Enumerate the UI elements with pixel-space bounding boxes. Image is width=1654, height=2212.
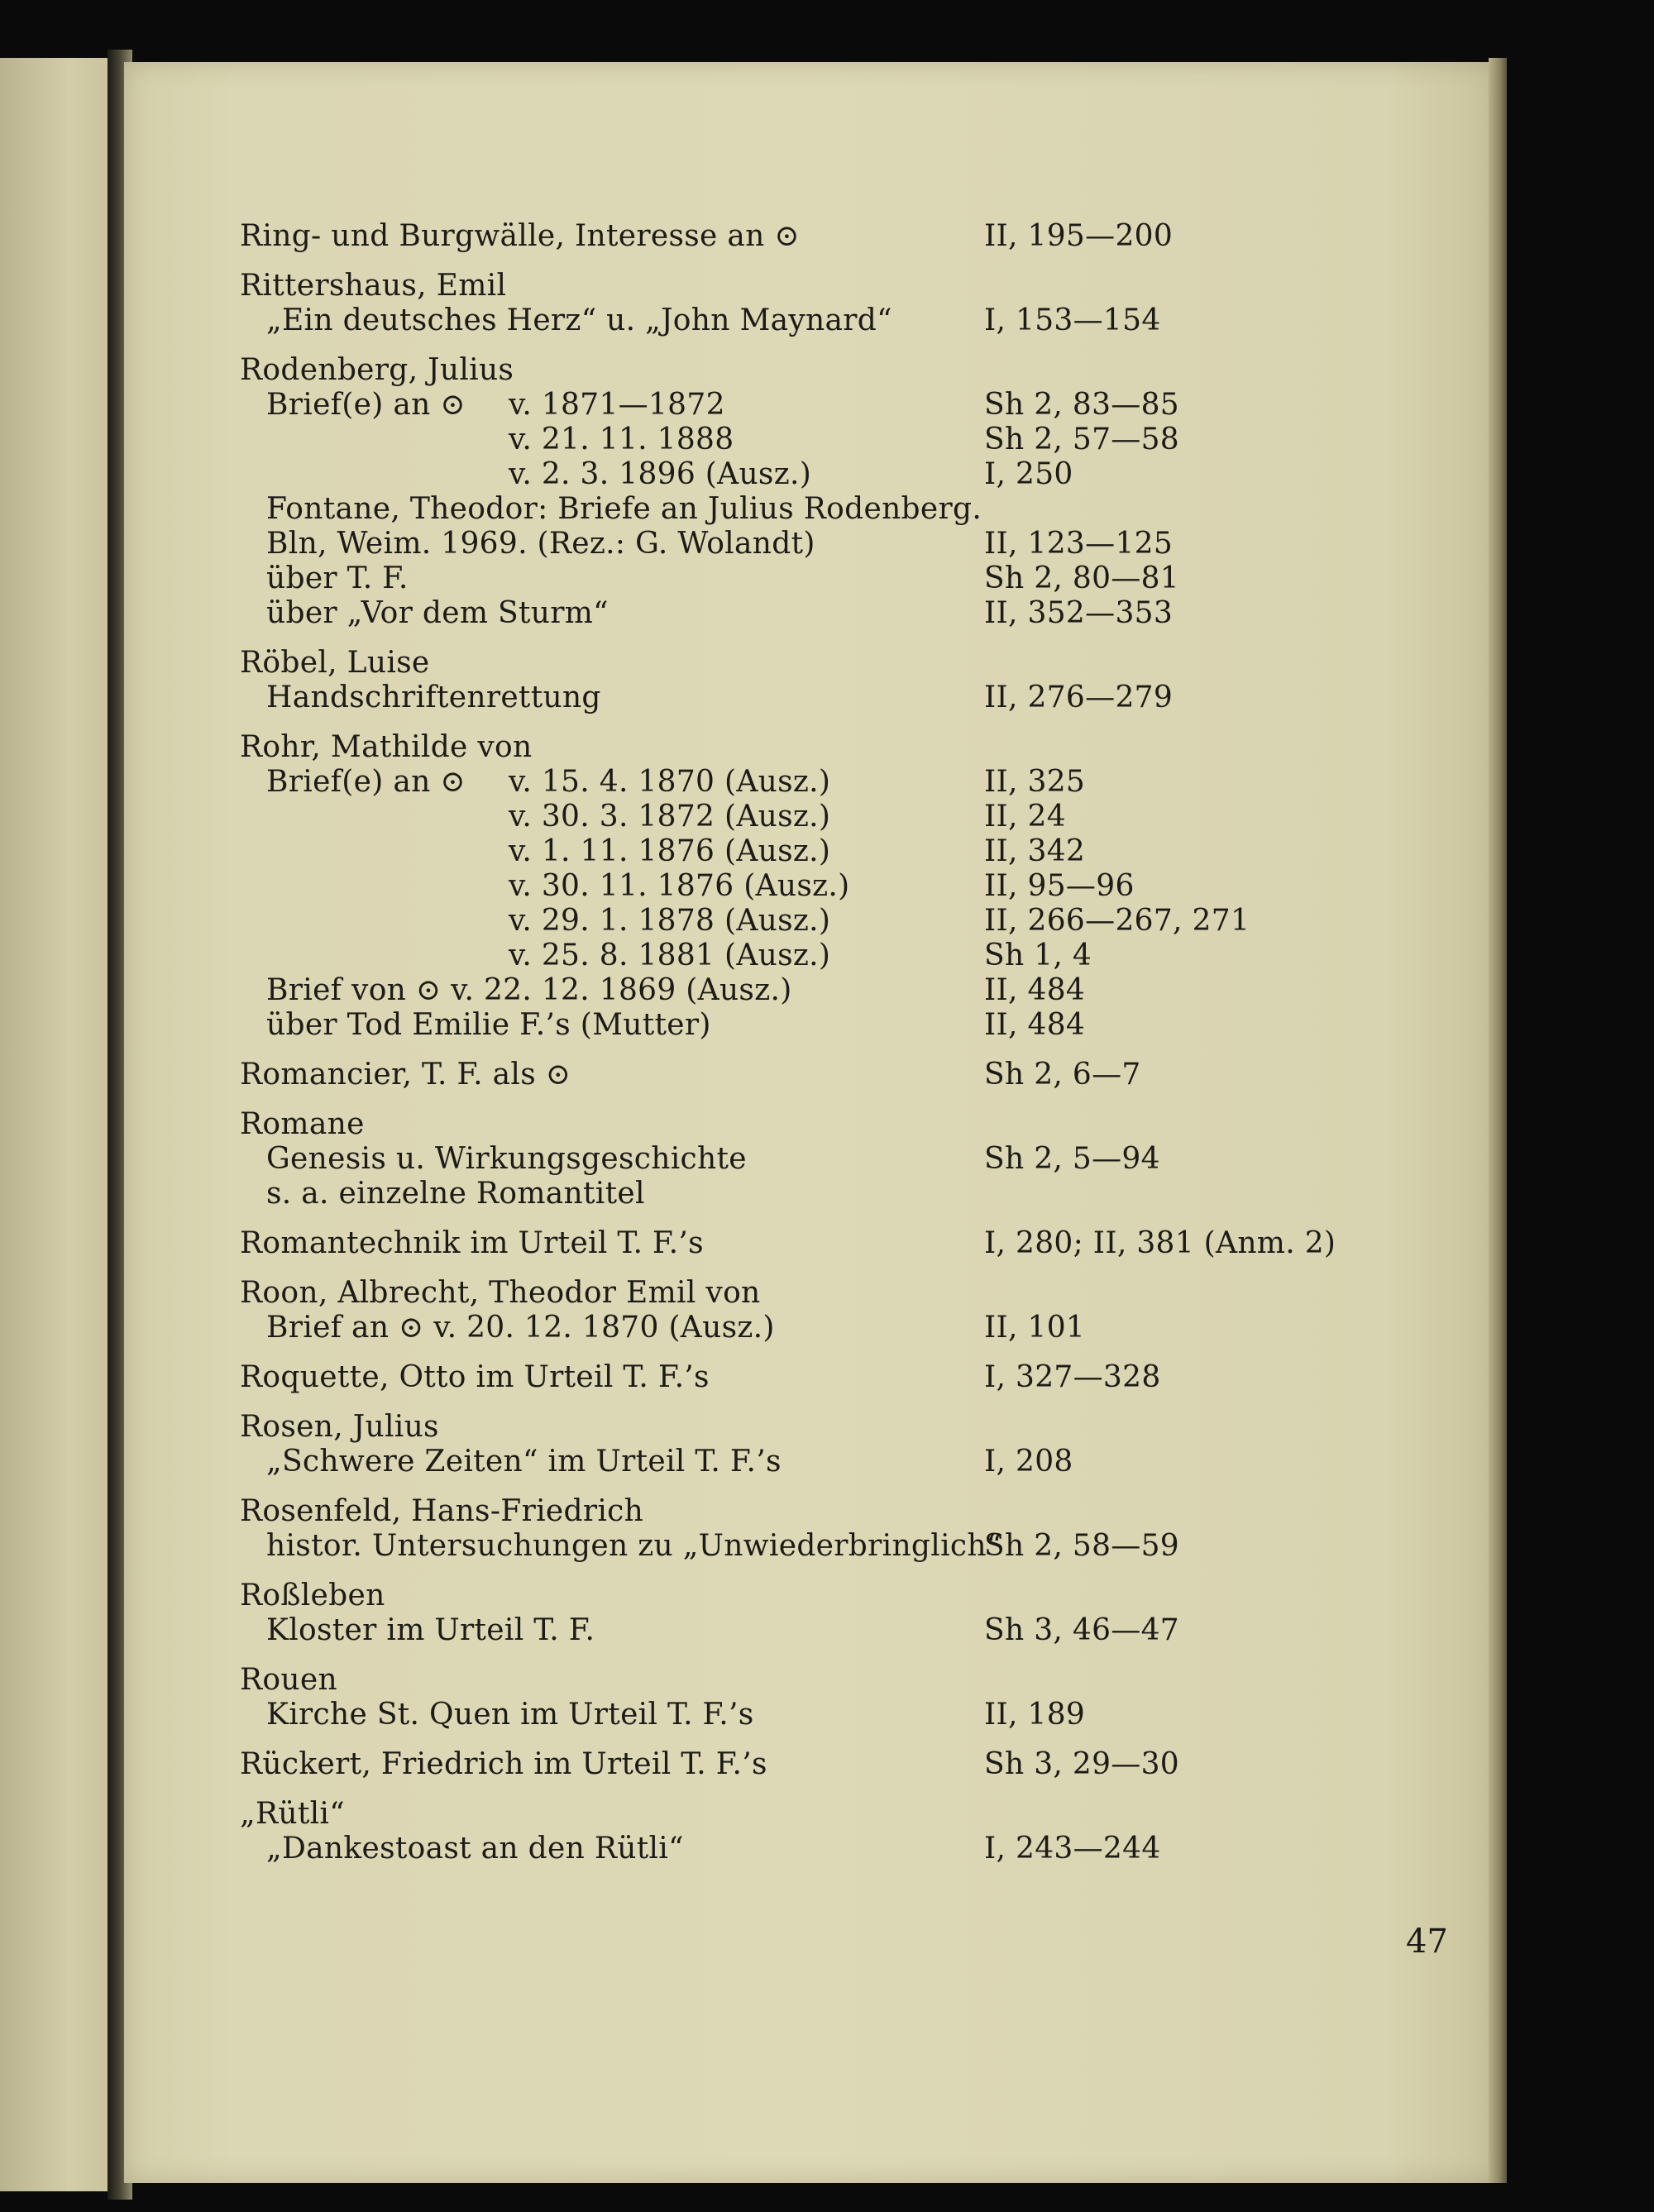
index-line	[240, 973, 1447, 1008]
page-reference: II, 342	[984, 834, 1086, 868]
page-reference: Sh 3, 46—47	[984, 1613, 1179, 1647]
subentry-text: Kloster im Urteil T. F.	[266, 1613, 595, 1647]
subentry-text: s. a. einzelne Romantitel	[266, 1177, 645, 1211]
page-reference: II, 195—200	[984, 219, 1174, 253]
entry-heading: Roßleben	[240, 1579, 385, 1612]
index-entry	[240, 730, 1447, 1043]
index-line	[240, 681, 1447, 715]
subentry-text: über „Vor dem Sturm“	[266, 596, 609, 630]
page-reference: II, 95—96	[984, 869, 1135, 903]
index-line	[240, 1494, 1447, 1529]
entry-heading: Rohr, Mathilde von	[240, 730, 533, 764]
entry-heading: Romane	[240, 1107, 365, 1141]
index-line	[240, 1058, 1447, 1092]
index-entry	[240, 1410, 1447, 1479]
page-reference: Sh 2, 57—58	[984, 423, 1179, 456]
index-line	[240, 646, 1447, 681]
index-line	[240, 596, 1447, 631]
letter-date: v. 15. 4. 1870 (Ausz.)	[509, 765, 831, 799]
letter-date: v. 2. 3. 1896 (Ausz.)	[509, 457, 812, 491]
index-line	[240, 765, 1447, 800]
index-entry	[240, 1107, 1447, 1211]
index-line	[240, 527, 1447, 561]
index-line	[240, 1311, 1447, 1345]
index-line	[240, 1797, 1447, 1832]
page-reference: II, 101	[984, 1311, 1086, 1345]
entry-heading: Rodenberg, Julius	[240, 353, 514, 387]
entry-heading: Rosen, Julius	[240, 1410, 439, 1444]
subentry-text: „Schwere Zeiten“ im Urteil T. F.’s	[266, 1445, 782, 1479]
subentry-text: Fontane, Theodor: Briefe an Julius Rodenberg.	[266, 492, 982, 526]
index-entry	[240, 1058, 1447, 1092]
subentry-text: histor. Untersuchungen zu „Unwiederbringlich“	[266, 1529, 1002, 1563]
book-page	[124, 62, 1497, 2183]
index-entry	[240, 1494, 1447, 1564]
index-line	[240, 423, 1447, 457]
index-line	[240, 492, 1447, 527]
subentry-text: Kirche St. Quen im Urteil T. F.’s	[266, 1698, 754, 1732]
subentry-text: über Tod Emilie F.’s (Mutter)	[266, 1008, 711, 1042]
index-entry	[240, 646, 1447, 715]
page-reference: Sh 2, 80—81	[984, 561, 1179, 595]
index-line	[240, 457, 1447, 492]
index-line	[240, 1177, 1447, 1211]
index-line	[240, 904, 1447, 939]
page-reference: II, 484	[984, 1008, 1086, 1042]
entry-heading: Rückert, Friedrich im Urteil T. F.’s	[240, 1747, 767, 1781]
subentry-text: Brief(e) an ⊙	[266, 388, 466, 422]
page-reference: Sh 2, 5—94	[984, 1142, 1160, 1176]
page-reference: Sh 2, 6—7	[984, 1058, 1141, 1092]
letter-date: v. 30. 3. 1872 (Ausz.)	[509, 800, 831, 834]
subentry-text: Genesis u. Wirkungsgeschichte	[266, 1142, 747, 1176]
entry-heading: Röbel, Luise	[240, 646, 430, 680]
index-entry	[240, 353, 1447, 631]
index-line	[240, 388, 1447, 423]
index-line	[240, 1107, 1447, 1142]
subentry-text: „Ein deutsches Herz“ u. „John Maynard“	[266, 303, 892, 337]
subentry-text: über T. F.	[266, 561, 409, 595]
page-reference: I, 327—328	[984, 1360, 1161, 1394]
index-line	[240, 1226, 1447, 1261]
entry-heading: Romantechnik im Urteil T. F.’s	[240, 1226, 704, 1260]
subentry-text: Handschriftenrettung	[266, 681, 601, 714]
index-line	[240, 1613, 1447, 1648]
entry-heading: Romancier, T. F. als ⊙	[240, 1058, 571, 1092]
index-line	[240, 1142, 1447, 1177]
subentry-text: Brief(e) an ⊙	[266, 765, 466, 799]
index-line	[240, 1747, 1447, 1782]
index-line	[240, 303, 1447, 338]
letter-date: v. 1871—1872	[509, 388, 725, 422]
index-line	[240, 730, 1447, 765]
index-entry	[240, 1579, 1447, 1648]
entry-heading: Rouen	[240, 1663, 337, 1697]
index-entry	[240, 1797, 1447, 1866]
subentry-text: Brief an ⊙ v. 20. 12. 1870 (Ausz.)	[266, 1311, 775, 1345]
index-entry	[240, 1747, 1447, 1782]
subentry-text: Bln, Weim. 1969. (Rez.: G. Wolandt)	[266, 527, 815, 561]
page-number: 47	[1406, 1923, 1448, 1961]
index-line	[240, 1360, 1447, 1395]
page-reference: II, 189	[984, 1698, 1086, 1732]
page-reference: I, 280; II, 381 (Anm. 2)	[984, 1226, 1336, 1260]
letter-date: v. 25. 8. 1881 (Ausz.)	[509, 939, 831, 972]
index-line	[240, 1832, 1447, 1866]
index-line	[240, 1529, 1447, 1564]
index-line	[240, 1008, 1447, 1043]
index-entry	[240, 1276, 1447, 1345]
index-line	[240, 800, 1447, 834]
entry-heading: Ring- und Burgwälle, Interesse an ⊙	[240, 219, 800, 253]
entry-heading: „Rütli“	[240, 1797, 345, 1831]
entry-heading: Roquette, Otto im Urteil T. F.’s	[240, 1360, 710, 1394]
page-reference: I, 250	[984, 457, 1073, 491]
index-line	[240, 269, 1447, 303]
index-entry	[240, 269, 1447, 338]
page-reference: I, 153—154	[984, 303, 1161, 337]
index-entry	[240, 1663, 1447, 1732]
page-reference: II, 123—125	[984, 527, 1174, 561]
left-page-edge	[0, 58, 114, 2191]
page-reference: II, 484	[984, 973, 1086, 1007]
page-reference: Sh 2, 83—85	[984, 388, 1179, 422]
subentry-text: Brief von ⊙ v. 22. 12. 1869 (Ausz.)	[266, 973, 792, 1007]
index-line	[240, 1445, 1447, 1479]
index-line	[240, 1410, 1447, 1445]
page-reference: Sh 1, 4	[984, 939, 1092, 972]
page-reference: II, 24	[984, 800, 1066, 834]
entry-heading: Rosenfeld, Hans-Friedrich	[240, 1494, 644, 1528]
index-line	[240, 869, 1447, 904]
index-line	[240, 561, 1447, 596]
page-reference: II, 352—353	[984, 596, 1174, 630]
subentry-text: „Dankestoast an den Rütli“	[266, 1832, 684, 1866]
letter-date: v. 21. 11. 1888	[509, 423, 734, 456]
entry-heading: Rittershaus, Emil	[240, 269, 507, 303]
index-line	[240, 1698, 1447, 1732]
index-line	[240, 353, 1447, 388]
page-reference: II, 325	[984, 765, 1086, 799]
page-reference: I, 243—244	[984, 1832, 1161, 1866]
page-edge-shadow	[1489, 58, 1507, 2183]
index-entry	[240, 219, 1447, 254]
letter-date: v. 1. 11. 1876 (Ausz.)	[509, 834, 831, 868]
index-list	[240, 219, 1447, 1881]
index-entry	[240, 1226, 1447, 1261]
page-reference: II, 276—279	[984, 681, 1174, 714]
index-line	[240, 939, 1447, 973]
letter-date: v. 30. 11. 1876 (Ausz.)	[509, 869, 850, 903]
index-line	[240, 1276, 1447, 1311]
index-line	[240, 219, 1447, 254]
index-line	[240, 1579, 1447, 1613]
index-entry	[240, 1360, 1447, 1395]
page-reference: Sh 3, 29—30	[984, 1747, 1179, 1781]
page-reference: II, 266—267, 271	[984, 904, 1250, 938]
index-line	[240, 834, 1447, 869]
letter-date: v. 29. 1. 1878 (Ausz.)	[509, 904, 831, 938]
page-reference: I, 208	[984, 1445, 1073, 1479]
page-reference: Sh 2, 58—59	[984, 1529, 1179, 1563]
entry-heading: Roon, Albrecht, Theodor Emil von	[240, 1276, 761, 1310]
index-line	[240, 1663, 1447, 1698]
